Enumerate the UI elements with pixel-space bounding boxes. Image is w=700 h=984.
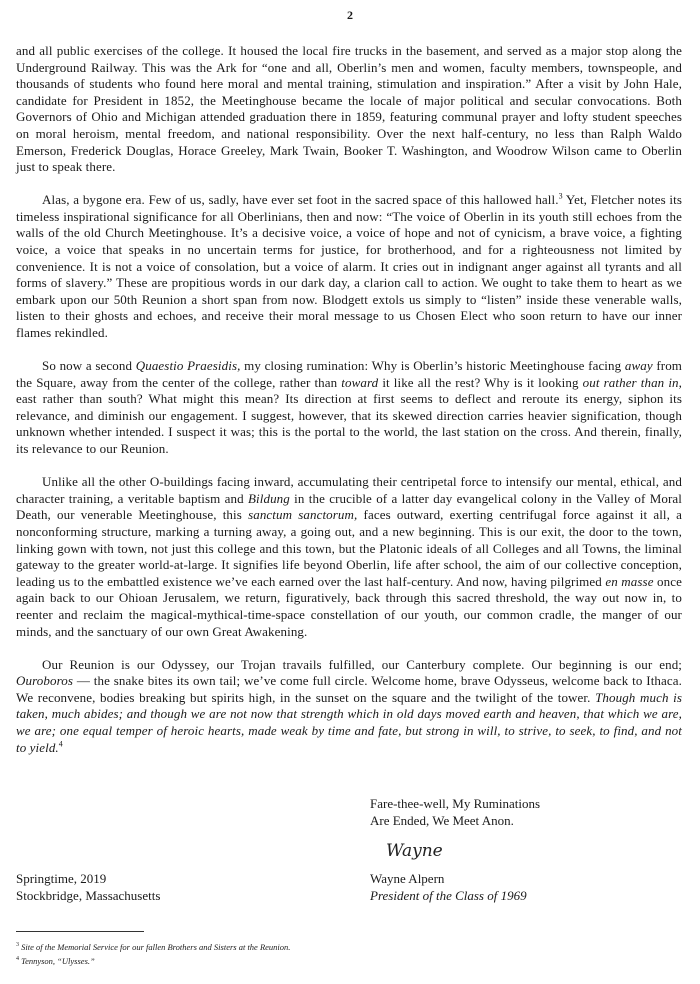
sign-place: Stockbridge, Massachusetts: [16, 887, 161, 903]
handwritten-signature: Wayne: [386, 841, 443, 861]
closing-line-2: Are Ended, We Meet Anon.: [370, 812, 514, 828]
paragraph-3-italic-4: out rather than in,: [582, 374, 682, 390]
footnotes: [16, 939, 290, 968]
paragraph-1: [16, 43, 682, 176]
footnote-ref-4: 4: [58, 739, 63, 749]
paragraph-3: [16, 358, 682, 458]
paragraph-3-italic-2: away: [624, 358, 653, 374]
paragraph-2: [16, 192, 682, 341]
paragraph-5-text-b: — the snake bites its own tail; we’ve come full circle. Welcome home, brave Odysseus, welcome back to Ithaca. We reconvene, bodies breaking but spirits high, in the sunset on the square and the twilight of the tower.: [16, 673, 682, 705]
paragraph-4-italic-1: Bildung: [248, 490, 290, 506]
paragraph-2-text-b: Yet, Fletcher notes its timeless inspirational significance for all Oberlinians, then and now: “The voice of Oberlin in its youth still echoes from the walls of the old Church Meetinghouse. It’s a decisive voice, a voice of hope and not of cynicism, a brave voice, a fighting voice, a voice that speaks in no uncertain terms for justice, for brotherhood, and for a righteousness not limited by convenience. It is not a voice of consolation, but a voice of alarm. It cries out in indignant anger against all tyrants and all forms of slavery.” These are propitious words in our dark day, a clarion call to action. We ought to take them to heart as we embark upon our 50th Reunion a short span from now. Blodgett extols us simply to “listen” inside these venerable walls, listen to their ghosts and echoes, and receive their moral message to us Chosen Elect who soon return to have our inner flames rekindled.: [16, 192, 682, 340]
paragraph-5-italic-1: Ouroboros: [16, 673, 74, 689]
paragraph-5-text-a: Our Reunion is our Odyssey, our Trojan travails fulfilled, our Canterbury complete. Our beginning is our end;: [42, 656, 682, 672]
author-name: Wayne Alpern: [370, 871, 445, 886]
paragraph-3-text-b: my closing rumination: Why is Oberlin’s historic Meetinghouse facing: [240, 358, 625, 374]
paragraph-4-text-a: Unlike all the other O-buildings facing inward, accumulating their centripetal force to intensify our mental, ethical, and character training, a veritable baptism and: [16, 474, 682, 506]
paragraph-4-text-d: once again back to our Ohioan Jerusalem, we return, figuratively, back through this sacred threshold, the way out now in, to reenter and reclaim the magical-mythical-time-space constellation of our youth, our common cradle, the manger of our minds, and the sanctuary of our own Great Awakening.: [16, 573, 682, 639]
paragraph-3-text-d: it like all the rest? Why is it looking: [378, 374, 583, 390]
footnote-4: [16, 953, 290, 967]
footnote-3: [16, 939, 290, 953]
sign-date: Springtime, 2019: [16, 871, 107, 886]
footnote-4-number: 4: [16, 956, 19, 963]
paragraph-4: [16, 474, 682, 640]
author-block: [370, 871, 527, 904]
footnote-3-text: Site of the Memorial Service for our fallen Brothers and Sisters at the Reunion.: [21, 941, 291, 952]
paragraph-5: [16, 657, 682, 757]
paragraph-2-text-a: Alas, a bygone era. Few of us, sadly, have ever set foot in the sacred space of this hallowed hall.: [42, 192, 559, 208]
footnote-divider: [16, 931, 144, 932]
author-title: President of the Class of 1969: [370, 887, 527, 903]
paragraph-4-text-c: faces outward, exerting centrifugal force against it all, a nonconforming structure, marking a turning away, a going out, and a new beginning. This is our exit, the door to the town, linking gown with town, not just this college and this town, but the Platonic ideals of all Colleges and all Towns, the liminal gateway to the greater world-at-large. It signifies life beyond Oberlin, life after school, the aim of our collective conception, leading us to the embattled existence we’ve each earned over the last half-century. And now, having pilgrimed: [16, 507, 683, 589]
closing-lines: [370, 796, 540, 829]
paragraph-1-text: and all public exercises of the college. It housed the local fire trucks in the basement, and served as a major stop along the Underground Railway. This was the Ark for “one and all, Oberlin’s men and women, faculty members, townspeople, and thousands of students who found here moral and mental training, stimulation and inspiration.” After a visit by John Hale, candidate for President in 1852, the Meetinghouse became the locale of major political and secular convocations. Both Governors of Ohio and Michigan attended graduation there in 1859, featuring communal prayer and lofty student speeches on moral heroism, mental freedom, and national responsibility. Over the next half-century, no less than Ralph Waldo Emerson, Frederick Douglas, Horace Greeley, Mark Twain, Booker T. Washington, and Woodrow Wilson came to Oberlin just to speak there.: [16, 43, 682, 175]
footnote-ref-3: 3: [558, 191, 563, 201]
paragraph-3-text-c: from the Square, away from the center of the college, rather than: [16, 358, 683, 390]
paragraph-4-text-b: in the crucible of a latter day evangelical colony in the Valley of Moral Death, our venerable Meetinghouse, this: [16, 490, 682, 523]
footnote-4-text: Tennyson, “Ulysses.”: [21, 956, 95, 967]
body-text: [16, 43, 682, 773]
paragraph-4-italic-2: sanctum sanctorum,: [248, 507, 358, 523]
paragraph-3-italic-3: toward: [341, 374, 379, 390]
paragraph-3-italic-1: Quaestio Praesidis,: [135, 358, 241, 374]
date-place-block: [16, 871, 160, 904]
paragraph-3-text-e: east rather than south? What might this mean? Its direction at first seems to deflect and reroute its energy, siphon its relevance, and diminish our engagement. I suggest, however, that its skewed direction carries heavier signification, though unknown whether intended. I suspect it was; this is the portal to the world, the last station on the cross. And therein, finally, its relevance to our Reunion.: [16, 391, 682, 457]
page-number: 2: [347, 8, 353, 22]
closing-line-1: Fare-thee-well, My Ruminations: [370, 796, 541, 811]
paragraph-5-tennyson-quote: Though much is taken, much abides; and though we are not now that strength which in old days moved earth and heaven, that which we are, we are; one equal temper of heroic hearts, made weak by time and fate, but strong in will, to strive, to seek, to find, and not to yield.: [16, 689, 682, 755]
paragraph-3-text-a: So now a second: [42, 358, 136, 374]
footnote-3-number: 3: [16, 942, 19, 948]
paragraph-4-italic-3: en masse: [605, 573, 654, 589]
